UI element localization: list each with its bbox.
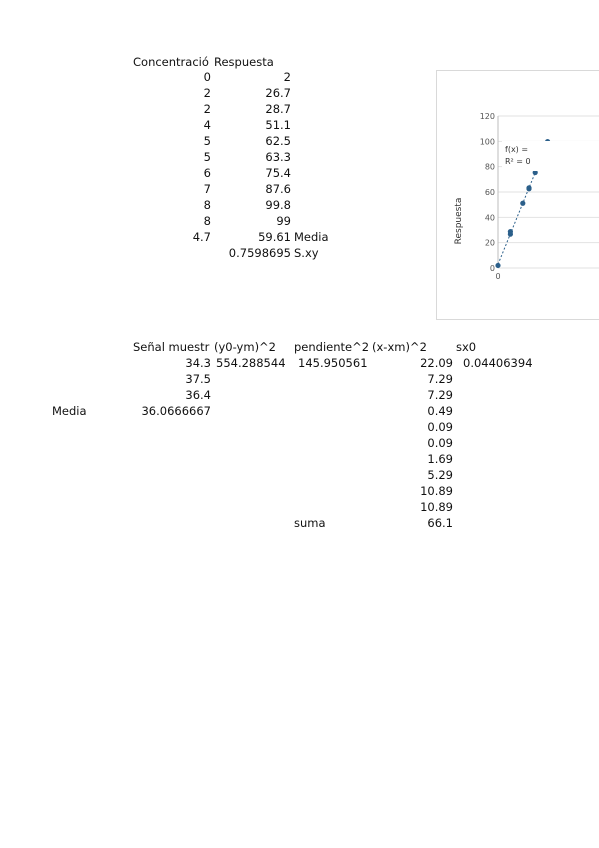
sx0-value: 0.04406394 [463,356,533,370]
y-tick-label: 60 [484,188,495,197]
respuesta-cell: 2 [283,70,291,84]
scatter-chart [437,71,599,319]
x-xm2-cell: 10.89 [420,500,453,514]
equation-line-1: f(x) = [505,145,529,154]
signal-cell: 36.4 [185,388,211,402]
media-value: 36.0666667 [141,404,211,418]
pendiente2-value: 145.950561 [298,356,368,370]
x-xm2-cell: 0.09 [427,436,453,450]
signal-cell: 34.3 [185,356,211,370]
header-sx0: sx0 [456,340,477,354]
concentracion-cell: 0 [203,70,211,84]
y-tick-label: 20 [484,238,495,248]
header-respuesta: Respuesta [214,55,274,69]
signal-cell: 37.5 [185,372,211,386]
concentracion-cell: 8 [203,214,211,228]
x-tick-label: 0 [495,272,501,281]
sxy-value: 0.7598695 [228,246,291,260]
header-x-xm2: (x-xm)^2 [372,340,427,354]
concentracion-cell: 4 [203,118,211,132]
concentracion-cell: 5 [203,150,211,164]
y-tick-label: 40 [484,213,495,223]
media-label: Media [52,404,87,418]
mean-label: Media [294,230,329,244]
x-xm2-cell: 0.49 [427,404,453,418]
concentracion-cell: 6 [203,166,211,180]
x-xm2-cell: 10.89 [420,484,453,498]
respuesta-cell: 26.7 [265,86,291,100]
respuesta-cell: 62.5 [265,134,291,148]
respuesta-cell: 99 [276,214,291,228]
header-y0-ym2: (y0-ym)^2 [214,340,277,354]
chart-frame [436,70,599,320]
x-xm2-cell: 0.09 [427,420,453,434]
respuesta-cell: 75.4 [265,166,291,180]
concentracion-cell: 2 [203,102,211,116]
respuesta-cell: 99.8 [265,198,291,212]
y0-ym2-value: 554.288544 [216,356,286,370]
y-tick-label: 80 [484,162,495,172]
suma-value: 66.1 [427,516,453,530]
y-tick-label: 100 [479,137,495,147]
suma-label: suma [294,516,326,530]
x-xm2-cell: 7.29 [427,388,453,402]
concentracion-cell: 7 [203,182,211,196]
data-point [495,263,500,268]
concentracion-cell: 8 [203,198,211,212]
equation-line-2: R² = 0 [505,157,531,166]
chart-grid [480,112,599,281]
respuesta-cell: 63.3 [265,150,291,164]
concentracion-cell: 2 [203,86,211,100]
respuesta-cell: 51.1 [265,118,291,132]
header-pendiente2: pendiente^2 [294,340,370,354]
concentracion-cell: 5 [203,134,211,148]
mean-x: 4.7 [192,230,211,244]
x-xm2-cell: 1.69 [427,452,453,466]
respuesta-cell: 28.7 [265,102,291,116]
data-point [520,201,525,206]
sxy-label: S.xy [294,246,319,260]
chart-ylabel: Respuesta [454,197,464,245]
data-point [508,229,513,234]
x-xm2-cell: 22.09 [420,356,453,370]
header-senal-muestra: Señal muestr [133,340,210,354]
header-concentracion: Concentració [133,55,209,69]
x-xm2-cell: 7.29 [427,372,453,386]
y-tick-label: 0 [489,264,495,273]
mean-y: 59.61 [258,230,291,244]
respuesta-cell: 87.6 [265,182,291,196]
y-tick-label: 120 [479,112,495,121]
data-point [526,185,531,190]
x-xm2-cell: 5.29 [427,468,453,482]
